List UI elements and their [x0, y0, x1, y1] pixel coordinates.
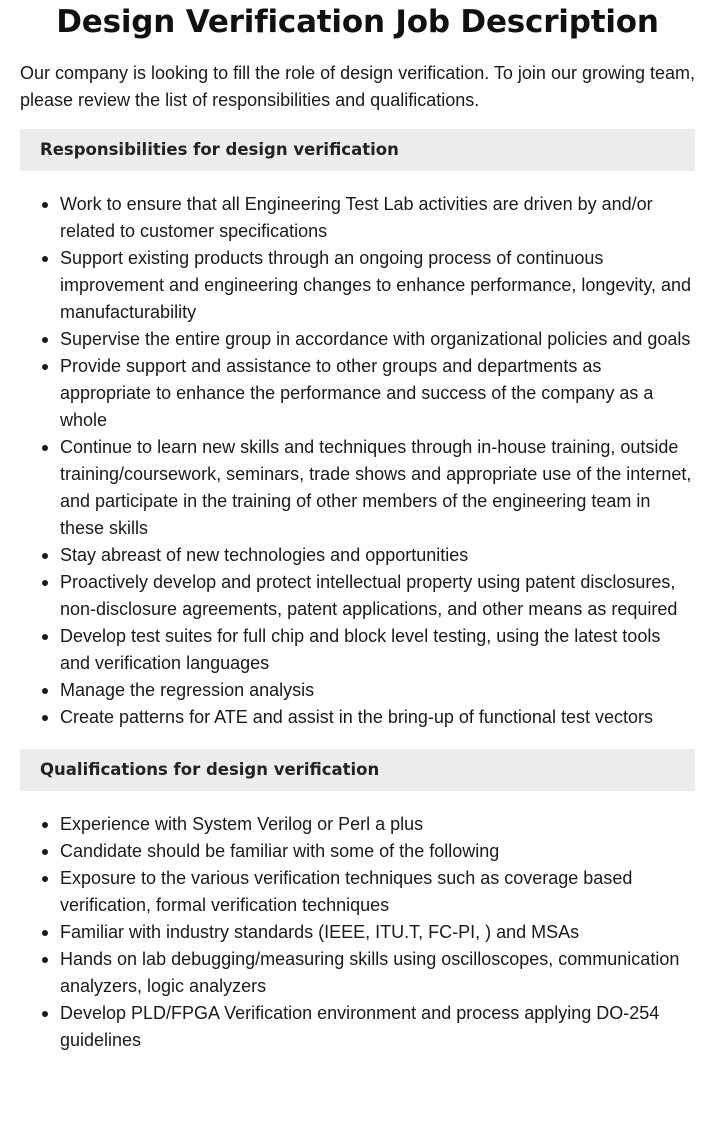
list-item: Stay abreast of new technologies and opportunities: [20, 542, 695, 569]
list-item: Hands on lab debugging/measuring skills using oscilloscopes, communication analyzers, logic analyzers: [20, 946, 695, 1000]
qualifications-list: [20, 811, 695, 1054]
responsibilities-heading: Responsibilities for design verification: [20, 129, 695, 171]
list-item: Develop test suites for full chip and block level testing, using the latest tools and verification languages: [20, 623, 695, 677]
list-item: Work to ensure that all Engineering Test Lab activities are driven by and/or related to customer specifications: [20, 191, 695, 245]
list-item: Experience with System Verilog or Perl a plus: [20, 811, 695, 838]
list-item: Create patterns for ATE and assist in the bring-up of functional test vectors: [20, 704, 695, 731]
page-title: Design Verification Job Description: [56, 4, 659, 40]
list-item: Manage the regression analysis: [20, 677, 695, 704]
list-item: Develop PLD/FPGA Verification environment and process applying DO-254 guidelines: [20, 1000, 695, 1054]
qualifications-heading: Qualifications for design verification: [20, 749, 695, 791]
list-item: Candidate should be familiar with some of the following: [20, 838, 695, 865]
responsibilities-list: [20, 191, 695, 731]
list-item: Support existing products through an ongoing process of continuous improvement and engineering changes to enhance performance, longevity, and manufacturability: [20, 245, 695, 326]
list-item: Familiar with industry standards (IEEE, ITU.T, FC-PI, ) and MSAs: [20, 919, 695, 946]
list-item: Exposure to the various verification techniques such as coverage based verification, formal verification techniques: [20, 865, 695, 919]
list-item: Supervise the entire group in accordance with organizational policies and goals: [20, 326, 695, 353]
list-item: Provide support and assistance to other groups and departments as appropriate to enhance the performance and success of the company as a whole: [20, 353, 695, 434]
list-item: Proactively develop and protect intellectual property using patent disclosures, non-disclosure agreements, patent applications, and other means as required: [20, 569, 695, 623]
list-item: Continue to learn new skills and techniques through in-house training, outside training/coursework, seminars, trade shows and appropriate use of the internet, and participate in the training of other members of the engineering team in these skills: [20, 434, 695, 542]
intro-paragraph: Our company is looking to fill the role of design verification. To join our growing team, please review the list of responsibilities and qualifications.: [20, 63, 696, 110]
